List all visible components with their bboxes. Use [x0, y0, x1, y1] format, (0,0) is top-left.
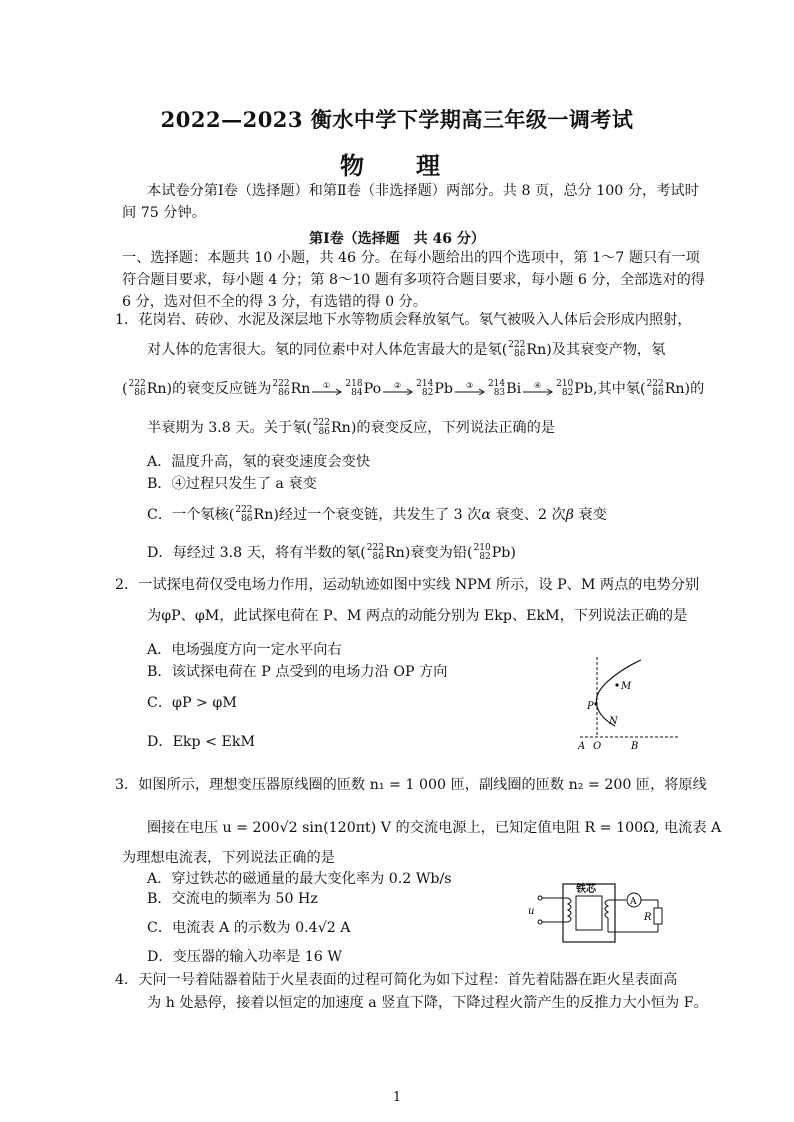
- q1-option-d[interactable]: D．每经过 3.8 天，将有半数的氡( 222 86 Rn)衰变为铅( 210 82 Pb): [147, 543, 516, 562]
- q4-line-2: 为 h 处悬停，接着以恒定的加速度 a 竖直下降，下降过程火箭产生的反推力大小恒为 F。: [147, 995, 708, 1011]
- q3-line-3: 为理想电流表，下列说法正确的是: [122, 850, 335, 866]
- svg-text:N: N: [609, 716, 618, 727]
- instruction-line-3: 6 分，选对但不全的得 3 分，有选错的得 0 分。: [122, 294, 428, 310]
- transformer-figure: [528, 878, 678, 950]
- svg-text:u: u: [528, 906, 535, 917]
- q1-line-4: 半衰期为 3.8 天。关于氡( 222 86 Rn)的衰变反应，下列说法正确的是: [147, 418, 555, 437]
- decay-arrow-4: [523, 382, 553, 396]
- instruction-line-1: 一、选择题：本题共 10 小题，共 46 分。在每小题给出的四个选项中，第 1～7 题只有一项: [122, 250, 700, 266]
- svg-text:M: M: [621, 681, 632, 692]
- decay-arrow-2: [383, 382, 413, 396]
- q1-option-c[interactable]: C．一个氡核( 222 86 Rn)经过一个衰变链，共发生了 3 次α 衰变、2 次β 衰变: [147, 505, 607, 524]
- q1-option-b[interactable]: B．④过程只发生了 a 衰变: [147, 476, 317, 492]
- decay-arrow-1: [312, 382, 342, 396]
- q1-option-a[interactable]: A．温度升高，氡的衰变速度会变快: [147, 454, 371, 470]
- q1-line-2: 对人体的危害很大。氡的同位素中对人体危害最大的是氡( 222 86 Rn)及其衰变产物，氡: [147, 340, 666, 359]
- subject-title: 物 理: [340, 151, 454, 180]
- q3-option-c[interactable]: C．电流表 A 的示数为 0.4√2 A: [147, 920, 351, 936]
- svg-text:P: P: [587, 701, 594, 712]
- q3-line-2: 圈接在电压 u = 200√2 sin(120πt) V 的交流电源上，已知定值电阻 R = 100Ω, 电流表 A: [147, 820, 722, 836]
- intro-line-2: 间 75 分钟。: [122, 205, 206, 221]
- trajectory-figure: [575, 652, 685, 752]
- q3-option-b[interactable]: B．交流电的频率为 50 Hz: [147, 891, 318, 907]
- page-number: 1: [392, 1090, 402, 1105]
- svg-text:铁芯: 铁芯: [576, 884, 596, 895]
- q2-option-b[interactable]: B．该试探电荷在 P 点受到的电场力沿 OP 方向: [147, 664, 448, 680]
- nuclide-rn: 222 86: [508, 340, 526, 359]
- q4-line-1: 4．天问一号着陆器着陆于火星表面的过程可简化为如下过程：首先着陆器在距火星表面高: [115, 972, 678, 988]
- svg-text:R: R: [644, 912, 652, 923]
- svg-text:②: ②: [394, 382, 402, 390]
- svg-text:A: A: [630, 897, 637, 907]
- svg-text:O: O: [593, 741, 602, 752]
- q3-line-1: 3．如图所示，理想变压器原线圈的匝数 n₁ = 1 000 匝，副线圈的匝数 n₂ = 200 匝，将原线: [115, 777, 707, 793]
- svg-text:③: ③: [465, 382, 474, 390]
- q1-line-3: ( 222 86 Rn)的衰变反应链为 222 86 Rn ① 218 84 Po ② 214 82 Pb ③ 214 83 Bi ④ 210 82 Pb,其中氡( 222 86 Rn)的: [122, 379, 705, 398]
- q3-option-d[interactable]: D．变压器的输入功率是 16 W: [147, 949, 342, 965]
- svg-text:④: ④: [534, 382, 542, 390]
- intro-line-1: 本试卷分第Ⅰ卷（选择题）和第Ⅱ卷（非选择题）两部分。共 8 页，总分 100 分，考试时: [147, 183, 699, 199]
- section-title: 第Ⅰ卷（选择题 共 46 分）: [309, 231, 485, 247]
- q2-option-c[interactable]: C．φP > φM: [147, 695, 237, 711]
- q2-option-d[interactable]: D．Ekp < EkM: [147, 734, 255, 750]
- q2-option-a[interactable]: A．电场强度方向一定水平向右: [147, 642, 342, 658]
- decay-arrow-3: [455, 382, 485, 396]
- instruction-line-2: 符合题目要求，每小题 4 分；第 8～10 题有多项符合题目要求，每小题 6 分，全部选对的得: [122, 272, 705, 288]
- q2-line-1: 2．一试探电荷仅受电场力作用，运动轨迹如图中实线 NPM 所示，设 P、M 两点的电势分别: [115, 577, 700, 593]
- exam-title: 2022—2023 衡水中学下学期高三年级一调考试: [160, 107, 634, 132]
- q1-line-1: 1．花岗岩、砖砂、水泥及深层地下水等物质会释放氡气。氡气被吸入人体后会形成内照射，: [115, 312, 692, 328]
- svg-text:A: A: [578, 741, 586, 752]
- svg-text:B: B: [631, 741, 639, 752]
- q2-line-2: 为φP、φM，此试探电荷在 P、M 两点的动能分别为 Ekp、EkM，下列说法正确的是: [147, 608, 688, 624]
- svg-text:①: ①: [323, 382, 331, 390]
- q3-option-a[interactable]: A．穿过铁芯的磁通量的最大变化率为 0.2 Wb/s: [147, 871, 452, 887]
